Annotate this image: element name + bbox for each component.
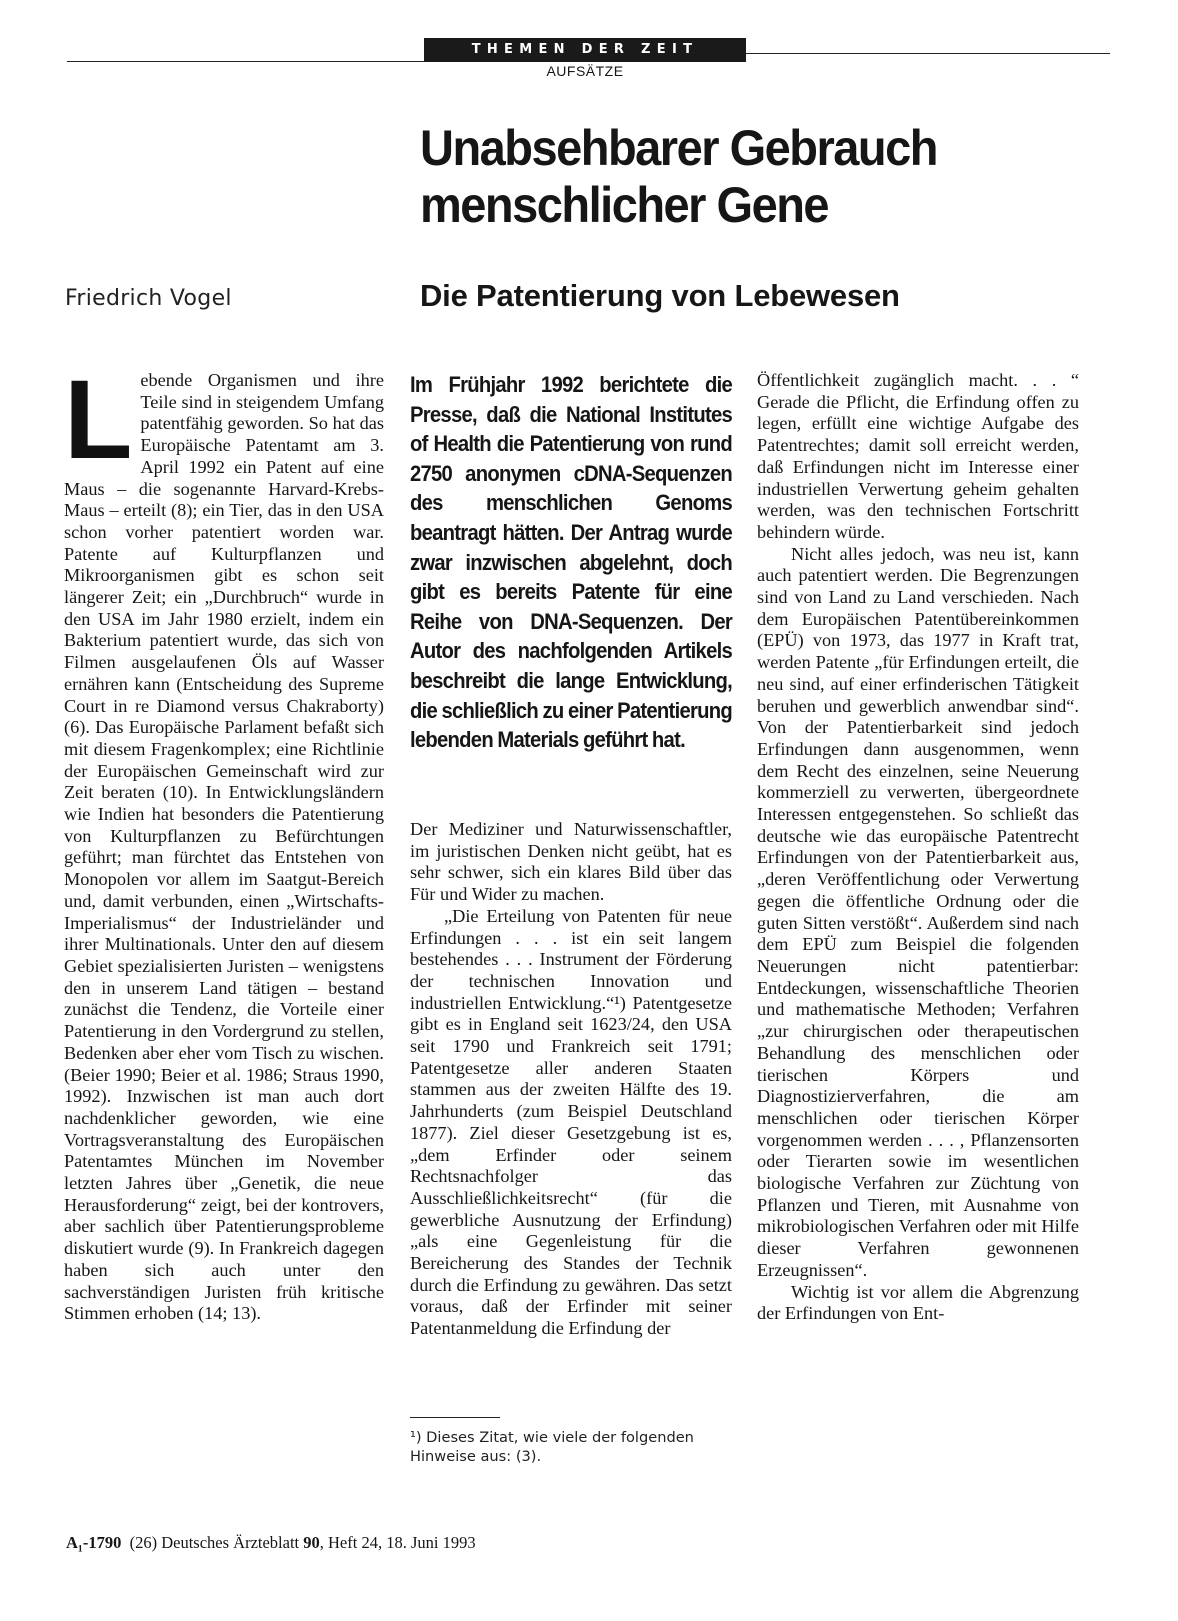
article-title (420, 120, 1078, 234)
page-reference: A₁-1790 (66, 1533, 122, 1552)
footnote-rule (410, 1417, 500, 1418)
journal-name: (26) Deutsches Ärzteblatt (129, 1533, 300, 1552)
text-column-3 (757, 370, 1079, 1325)
footnote: ¹) Dieses Zitat, wie viele der folgenden Hinweise aus: (3). (410, 1429, 694, 1465)
paragraph: Wichtig ist vor allem die Abgrenzung der Erfindungen von Ent- (757, 1281, 1079, 1324)
text-column-1 (64, 357, 384, 1325)
paragraph (64, 357, 384, 1325)
paragraph: Der Mediziner und Naturwissenschaftler, im juristischen Denken nicht geübt, hat es sehr schwer, sich ein klares Bild über das Für und Wider zu machen. (410, 819, 732, 905)
volume-number: 90 (303, 1533, 320, 1552)
rubric-banner: THEMEN DER ZEIT (424, 38, 746, 62)
section-label: AUFSÄTZE (546, 63, 624, 79)
title-line-2: menschlicher Gene (420, 177, 829, 233)
author-name: Friedrich Vogel (65, 286, 232, 311)
page-footer (66, 1533, 476, 1553)
title-line-1: Unabsehbarer Gebrauch (420, 120, 937, 176)
paragraph: Nicht alles jedoch, was neu ist, kann auch patentiert werden. Die Begrenzungen sind von Land zu Land verschieden. Nach dem Europäischen Patentübereinkommen (EPÜ) von 1973, das 1977 in Kraft trat, werden Patente „für Erfindungen erteilt, die neu sind, auf einer erfinderischen Tätigkeit beruhen und gewerblich anwendbar sind“. Von der Patentierbarkeit sind jedoch Erfindungen dann ausgenommen, wenn dem Recht des einzelnen, seine Neuerung kommerziell zu verwerten, übergeordnete Interessen entgegenstehen. So schließt das deutsche wie das europäische Patentrecht Erfindungen von der Patentierbarkeit aus, „deren Veröffentlichung oder Verwertung gegen die öffentliche Ordnung oder die guten Sitten verstößt“. Außerdem sind nach dem EPÜ zum Beispiel die folgenden Neuerungen nicht patentierbar: Entdeckungen, wissenschaftliche Theorien und mathematische Methoden; Verfahren „zur chirurgischen oder therapeutischen Behandlung des menschlichen oder tierischen Körpers und Diagnostizierverfahren, die am menschlichen oder tierischen Körper vorgenommen werden . . . , Pflanzensorten oder Tierarten sowie im wesentlichen biologische Verfahren zur Züchtung von Pflanzen und Tieren, mit Ausnahme von mikrobiologischen Verfahren oder mit Hilfe dieser Verfahren gewonnenen Erzeugnissen“. (757, 543, 1079, 1280)
paragraph-text: ebende Organismen und ihre Teile sind in steigendem Umfang patentfähig geworden. So hat das Europäische Patentamt am 3. April 1992 ein Patent auf eine Maus – die sogenannte Harvard-Krebs-Maus – erteilt (8); ein Tier, das in den USA schon vorher patentiert worden war. Patente auf Kulturpflanzen und Mikroorganismen gibt es schon seit längerer Zeit; ein „Durchbruch“ wurde in den USA im Jahr 1980 erzielt, indem ein Bakterium patentiert wurde, das sich von Filmen ausgelaufenen Öls auf Wasser ernähren kann (Entscheidung des Supreme Court in re Diamond versus Chakraborty) (6). Das Europäische Parlament befaßt sich mit diesem Fragenkomplex; eine Richtlinie der Europäischen Gemeinschaft wird zur Zeit beraten (10). In Entwicklungsländern wie Indien hat besonders die Patentierung von Kulturpflanzen zu Befürchtungen geführt; man fürchtet das Entstehen von Monopolen vor allem im Saatgut-Bereich und, damit verbunden, einen „Wirtschafts-Imperialismus“ der Industrieländer und ihrer Multinationals. Unter den auf diesem Gebiet spezialisierten Juristen – wenigstens den in unserem Land tätigen – bestand zunächst die Tendenz, die Vorteile einer Patentierung in den Vordergrund zu stellen, Bedenken aber eher vom Tisch zu wischen. (Beier 1990; Beier et al. 1986; Straus 1990, 1992). Inzwischen ist man auch dort nachdenklicher geworden, wie eine Vortragsveranstaltung des Europäischen Patentamtes München im November letzten Jahres über „Genetik, die neue Herausforderung“ zeigt, bei der kontrovers, aber sachlich über Patentierungsprobleme diskutiert wurde (9). In Frankreich dagegen haben sich auch unter den sachverständigen Juristen früh kritische Stimmen erhoben (14; 13). (64, 370, 384, 1324)
paragraph: Öffentlichkeit zugänglich macht. . . “ Gerade die Pflicht, die Erfindung offen zu legen, erfüllt eine wichtige Aufgabe des Patentrechtes; damit soll erreicht werden, daß Erfindungen nicht im Interesse einer industriellen Verwertung geheim gehalten werden, was den technischen Fortschritt behindern würde. (757, 370, 1079, 542)
paragraph: „Die Erteilung von Patenten für neue Erfindungen . . . ist ein seit langem bestehendes . . . Instrument der Förderung der technischen Innovation und industriellen Entwicklung.“¹) Patentgesetze gibt es in England seit 1623/24, den USA seit 1790 und Frankreich seit 1791; Patentgesetze aller anderen Staaten stammen aus der zweiten Hälfte des 19. Jahrhunderts (zum Beispiel Deutschland 1877). Ziel dieser Gesetzgebung ist es, „dem Erfinder oder seinem Rechtsnachfolger das Ausschließlichkeitsrecht“ (für die gewerbliche Ausnutzung der Erfindung) „als eine Gegenleistung für die Bereicherung des Standes der Technik durch die Erfindung zu gewähren. Das setzt voraus, daß der Erfinder mit seiner Patentanmeldung die Erfindung der (410, 905, 732, 1339)
issue-date: , Heft 24, 18. Juni 1993 (319, 1533, 476, 1552)
text-column-2 (410, 819, 732, 1340)
lead-paragraph: Im Frühjahr 1992 berichtete die Presse, daß die National Institutes of Health die Patentierung von rund 2750 anonymen cDNA-Sequenzen des menschlichen Genoms beantragt hätten. Der Antrag wurde zwar inzwischen abgelehnt, doch gibt es bereits Patente für eine Reihe von DNA-Sequenzen. Der Autor des nachfolgenden Artikels beschreibt die lange Entwicklung, die schließlich zu einer Patentierung lebenden Materials geführt hat. (410, 372, 732, 753)
header-rule (67, 61, 424, 62)
article-subtitle: Die Patentierung von Lebewesen (420, 278, 900, 313)
header-rule (746, 53, 1110, 54)
drop-cap: L (64, 357, 133, 482)
